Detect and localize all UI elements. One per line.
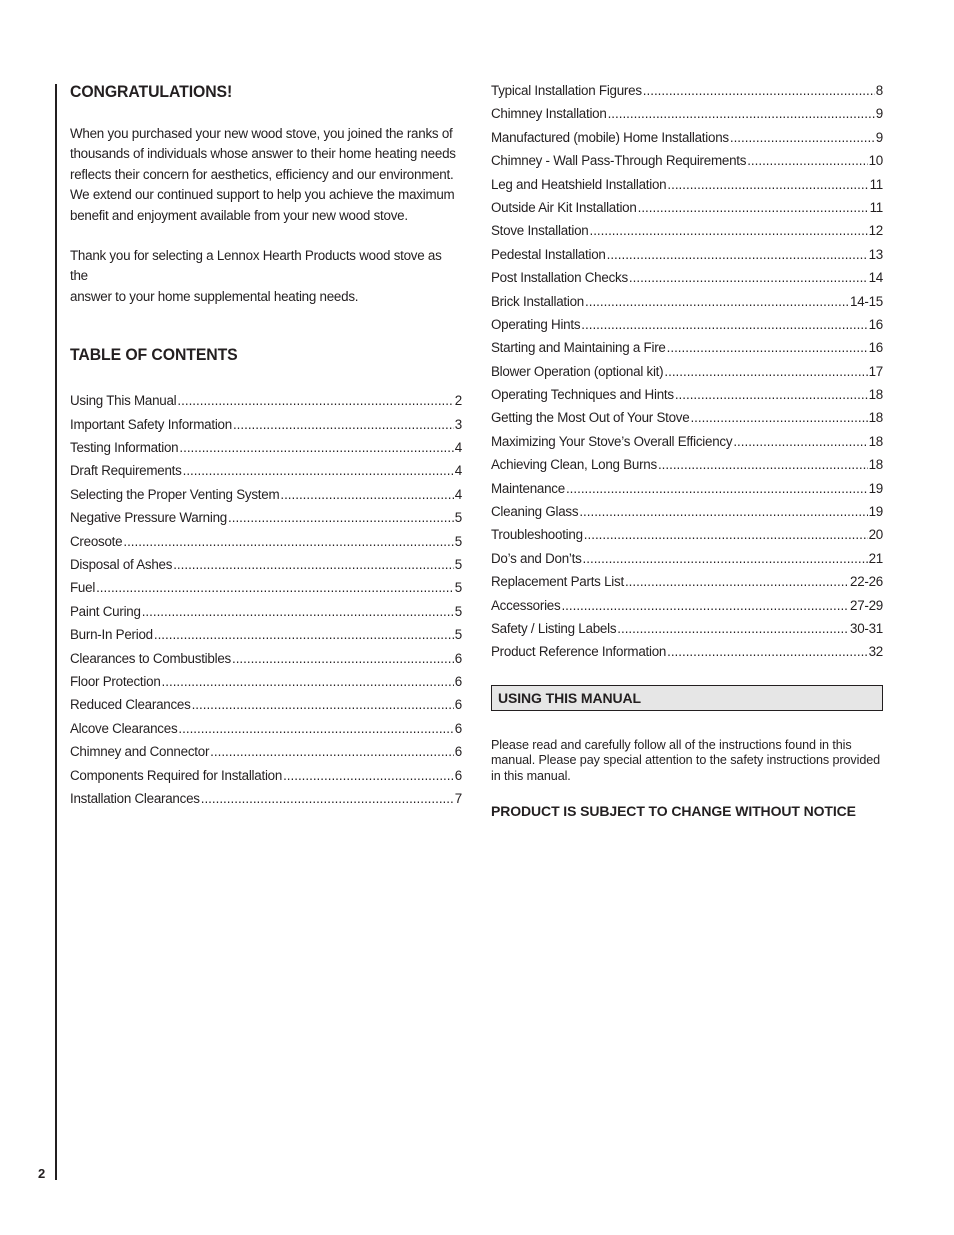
toc-entry-page: 3 [454,416,462,432]
toc-entry-label: Using This Manual [70,393,177,409]
toc-entry [491,149,883,172]
toc-entry [491,196,883,219]
toc-dot-leader [583,547,868,570]
toc-entry [491,336,883,359]
toc-entry-label: Safety / Listing Labels [491,620,617,636]
toc-entry [70,670,462,693]
toc-entry-page: 18 [868,433,883,449]
toc-entry-label: Reduced Clearances [70,697,191,713]
toc-entry-page: 13 [868,246,883,262]
toc-entry [70,506,462,529]
toc-entry [491,243,883,266]
toc-entry [491,570,883,593]
toc-dot-leader [585,290,849,313]
intro-line: When you purchased your new wood stove, you joined the ranks of [70,126,453,141]
toc-dot-leader [664,360,867,383]
toc-entry-label: Chimney - Wall Pass-Through Requirements [491,153,747,169]
toc-entry-page: 16 [868,316,883,332]
toc-dot-leader [183,459,454,482]
toc-dot-leader [154,623,454,646]
toc-entry-page: 9 [875,106,883,122]
toc-entry-page: 6 [454,697,462,713]
toc-entry-label: Important Safety Information [70,416,232,432]
toc-entry [491,173,883,196]
toc-entry [70,740,462,763]
toc-entry-label: Accessories [491,597,561,613]
toc-entry-page: 19 [868,504,883,520]
toc-dot-leader [581,313,867,336]
toc-dot-leader [210,740,454,763]
toc-entry [491,290,883,313]
toc-entry-label: Floor Protection [70,673,161,689]
toc-entry-label: Alcove Clearances [70,720,178,736]
toc-dot-leader [179,436,453,459]
using-manual-heading-box [491,685,883,711]
toc-dot-leader [733,430,867,453]
toc-dot-leader [561,594,849,617]
toc-entry [491,430,883,453]
toc-entry-page: 19 [868,480,883,496]
toc-entry-page: 5 [454,533,462,549]
toc-dot-leader [667,640,867,663]
toc-entry [70,553,462,576]
toc-entry-label: Maximizing Your Stove’s Overall Efficiency [491,433,733,449]
toc-entry-label: Operating Hints [491,316,581,332]
toc-entry [491,360,883,383]
toc-entry-page: 8 [875,83,883,98]
toc-entry [70,764,462,787]
intro-line: thousands of individuals whose answer to their home heating needs [70,146,456,162]
toc-entry-page: 5 [454,556,462,572]
toc-entry-label: Operating Techniques and Hints [491,387,674,403]
toc-dot-leader [162,670,454,693]
toc-entry-page: 5 [454,627,462,643]
toc-entry-label: Typical Installation Figures [491,83,642,98]
toc-entry-label: Fuel [70,580,96,596]
toc-entry-label: Disposal of Ashes [70,556,173,572]
toc-entry-label: Troubleshooting [491,527,583,543]
toc-entry-label: Outside Air Kit Installation [491,199,637,215]
toc-entry-page: 6 [454,650,462,666]
using-manual-line: Please read and carefully follow all of the instructions found in this [491,737,852,752]
toc-entry-page: 4 [454,440,462,456]
toc-entry-label: Maintenance [491,480,565,496]
toc-entry-page: 5 [454,510,462,526]
intro-line: Thank you for selecting a Lennox Hearth Products wood stove as the [70,248,442,284]
toc-dot-leader [690,406,867,429]
toc-dot-leader [617,617,849,640]
toc-entry-label: Do’s and Don’ts [491,550,582,566]
left-margin-rule [55,84,57,1180]
toc-entry-label: Achieving Clean, Long Burns [491,457,657,473]
toc-entry-label: Draft Requirements [70,463,182,479]
toc-entry-page: 16 [868,340,883,356]
toc-entry-page: 5 [454,580,462,596]
using-manual-text [491,738,883,785]
toc-dot-leader [178,717,453,740]
toc-entry-page: 6 [454,673,462,689]
toc-dot-leader [747,149,867,172]
toc-dot-leader [643,79,875,102]
toc-entry-label: Chimney Installation [491,106,607,122]
toc-entry-label: Testing Information [70,440,179,456]
toc-entry-page: 18 [868,457,883,473]
toc-entry-label: Getting the Most Out of Your Stove [491,410,690,426]
toc-entry-label: Post Installation Checks [491,270,628,286]
toc-entry-page: 20 [868,527,883,543]
using-manual-heading: USING THIS MANUAL [498,689,641,706]
toc-entry-label: Stove Installation [491,223,589,239]
toc-dot-leader [177,389,453,412]
toc-entry [491,126,883,149]
intro-line: We extend our continued support to help you achieve the maximum [70,187,455,203]
using-manual-line: in this manual. [491,768,571,783]
toc-dot-leader [96,576,454,599]
toc-entry-page: 10 [868,153,883,169]
toc-entry-page: 6 [454,767,462,783]
toc-dot-leader [232,647,454,670]
toc-entry-page: 21 [868,550,883,566]
toc-entry [491,617,883,640]
toc-entry-label: Brick Installation [491,293,584,309]
toc-entry [491,523,883,546]
congratulations-intro [70,124,462,307]
toc-dot-leader [667,336,868,359]
page-number: 2 [38,1166,46,1181]
toc-entry-label: Starting and Maintaining a Fire [491,340,666,356]
toc-entry-page: 11 [869,176,883,192]
toc-entry [70,459,462,482]
toc-entry-label: Negative Pressure Warning [70,510,227,526]
toc-dot-leader [667,173,868,196]
toc-entry-page: 4 [454,463,462,479]
toc-dot-leader [228,506,454,529]
toc-entry-page: 18 [868,410,883,426]
toc-dot-leader [607,243,868,266]
toc-dot-leader [589,219,867,242]
toc-entry [70,623,462,646]
toc-dot-leader [584,523,868,546]
toc-dot-leader [566,477,868,500]
toc-entry [70,600,462,623]
toc-right-list [491,79,883,664]
change-notice: PRODUCT IS SUBJECT TO CHANGE WITHOUT NOTICE [491,803,856,820]
toc-entry [491,594,883,617]
toc-entry-label: Pedestal Installation [491,246,606,262]
intro-line: answer to your home supplemental heating needs. [70,288,359,304]
toc-entry-page: 6 [454,744,462,760]
toc-entry-label: Leg and Heatshield Installation [491,176,667,192]
left-column [70,82,462,810]
toc-entry-page: 30-31 [850,620,883,636]
toc-dot-leader [283,764,454,787]
toc-entry-page: 32 [868,644,883,660]
toc-entry [70,576,462,599]
congratulations-heading: CONGRATULATIONS! [70,82,233,101]
toc-dot-leader [675,383,868,406]
toc-dot-leader [201,787,454,810]
toc-entry-label: Product Reference Information [491,644,667,660]
toc-entry-label: Creosote [70,533,123,549]
toc-entry-page: 18 [868,387,883,403]
toc-entry [70,530,462,553]
intro-paragraph-2 [70,246,462,307]
toc-entry-label: Chimney and Connector [70,744,210,760]
toc-entry-label: Burn-In Period [70,627,153,643]
toc-dot-leader [730,126,875,149]
toc-entry [491,266,883,289]
toc-entry-page: 11 [869,199,883,215]
toc-entry [491,313,883,336]
toc-dot-leader [638,196,869,219]
toc-entry [491,383,883,406]
toc-entry-page: 27-29 [850,597,883,613]
toc-entry-page: 6 [454,720,462,736]
toc-entry-label: Cleaning Glass [491,504,579,520]
toc-dot-leader [123,530,453,553]
toc-entry [491,640,883,663]
toc-left-list [70,389,462,810]
toc-entry-label: Paint Curing [70,603,141,619]
toc-entry-label: Installation Clearances [70,790,200,806]
toc-dot-leader [192,693,454,716]
toc-entry-page: 4 [454,486,462,502]
toc-entry-page: 5 [454,603,462,619]
toc-entry [491,547,883,570]
toc-entry-page: 12 [868,223,883,239]
toc-dot-leader [629,266,868,289]
toc-dot-leader [658,453,868,476]
toc-dot-leader [233,413,454,436]
toc-entry [70,436,462,459]
toc-entry [491,500,883,523]
intro-paragraph-1 [70,124,462,226]
toc-entry-label: Clearances to Combustibles [70,650,231,666]
toc-entry [491,219,883,242]
toc-entry [491,453,883,476]
toc-entry-label: Selecting the Proper Venting System [70,486,280,502]
toc-entry [491,79,883,102]
toc-entry-label: Manufactured (mobile) Home Installations [491,129,729,145]
right-column [491,79,883,819]
using-manual-line: manual. Please pay special attention to the safety instructions provided [491,753,881,768]
toc-dot-leader [173,553,454,576]
toc-entry [70,483,462,506]
toc-entry-page: 2 [454,393,462,409]
toc-dot-leader [625,570,849,593]
toc-entry-page: 22-26 [850,574,883,590]
toc-entry-label: Replacement Parts List [491,574,624,590]
toc-entry-page: 7 [454,790,462,806]
toc-entry [70,693,462,716]
toc-entry-page: 14 [868,270,883,286]
toc-dot-leader [280,483,453,506]
toc-heading: TABLE OF CONTENTS [70,345,238,365]
toc-entry [70,787,462,810]
toc-entry-label: Blower Operation (optional kit) [491,363,664,379]
intro-line: benefit and enjoyment available from your new wood stove. [70,207,408,223]
toc-entry-page: 9 [875,129,883,145]
toc-entry [491,477,883,500]
toc-entry [70,413,462,436]
toc-entry [70,389,462,412]
toc-entry-label: Components Required for Installation [70,767,283,783]
intro-line: reflects their concern for aesthetics, efficiency and our environment. [70,166,454,182]
toc-entry [70,717,462,740]
toc-entry [491,102,883,125]
toc-entry-page: 17 [868,363,883,379]
toc-dot-leader [142,600,454,623]
toc-dot-leader [608,102,875,125]
toc-entry [70,647,462,670]
toc-entry-page: 14-15 [850,293,883,309]
toc-dot-leader [579,500,867,523]
toc-entry [491,406,883,429]
